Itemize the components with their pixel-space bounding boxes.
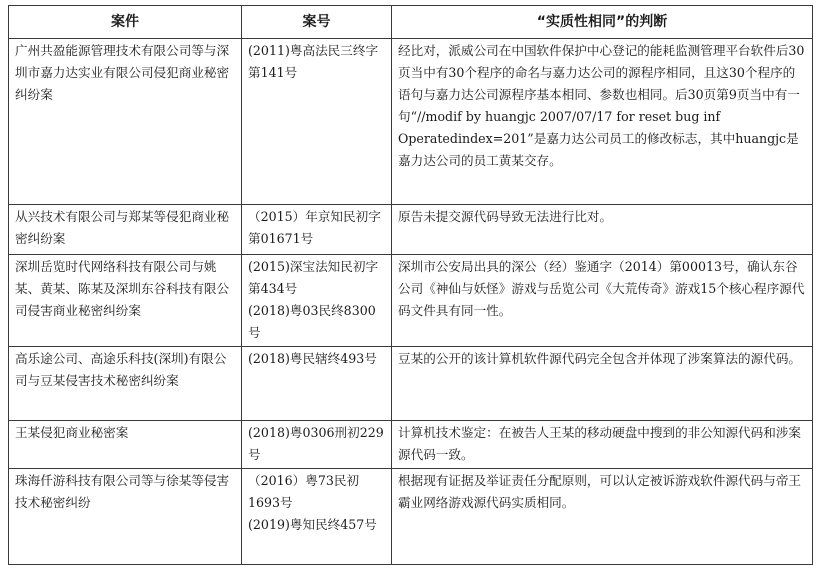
case-number: (2018)粤03民终8300号 (248, 303, 376, 340)
table-row (9, 39, 813, 205)
case-number: (2015)深宝法知民初字第434号 (248, 259, 379, 296)
case-number-cell (242, 421, 392, 469)
case-number-cell (242, 39, 392, 205)
judgment-cell: 计算机技术鉴定：在被告人王某的移动硬盘中搜到的非公知源代码和涉案源代码一致。 (392, 421, 813, 469)
judgment-cell: 经比对，派威公司在中国软件保护中心登记的能耗监测管理平台软件后30页当中有30个程序的命名与嘉力达公司的源程序相同，且这30个程序的语句与嘉力达公司源程序基本相同、参数也相同。后30页第9页当中有一句“//modif by huangjc 2007/07/17 for reset bug inf Operatedindex=201”是嘉力达公司员工的修改标志，其中huangjc是嘉力达公司的员工黄某交存。 (392, 39, 813, 205)
table-row (9, 205, 813, 255)
case-number: (2018)粤民辖终493号 (248, 351, 377, 366)
header-case-number: 案号 (242, 6, 392, 39)
case-number: （2016）粤73民初1693号 (248, 473, 360, 510)
case-number: (2011)粤高法民三终字第141号 (248, 43, 379, 80)
case-name-cell: 广州共盈能源管理技术有限公司等与深圳市嘉力达实业有限公司侵犯商业秘密纠纷案 (9, 39, 242, 205)
case-number-cell (242, 347, 392, 421)
table-row (9, 469, 813, 565)
header-case: 案件 (9, 6, 242, 39)
case-number-cell (242, 205, 392, 255)
header-judgment: “实质性相同”的判断 (392, 6, 813, 39)
case-name-cell: 高乐途公司、高途乐科技(深圳)有限公司与豆某侵害技术秘密纠纷案 (9, 347, 242, 421)
case-name-cell: 深圳岳览时代网络科技有限公司与姚某、黄某、陈某及深圳东谷科技有限公司侵害商业秘密纠纷案 (9, 255, 242, 347)
table-row (9, 347, 813, 421)
case-name-cell: 从兴技术有限公司与郑某等侵犯商业秘密纠纷案 (9, 205, 242, 255)
document-page (8, 5, 813, 565)
case-name-cell: 珠海仟游科技有限公司等与徐某等侵害技术秘密纠纷 (9, 469, 242, 565)
judgment-cell: 深圳市公安局出具的深公（经）鉴通字（2014）第00013号，确认东谷公司《神仙与妖怪》游戏与岳览公司《大荒传奇》游戏15个核心程序源代码文件具有同一性。 (392, 255, 813, 347)
case-number: (2018)粤0306刑初229号 (248, 425, 384, 462)
case-number: (2019)粤知民终457号 (248, 517, 377, 532)
table-row (9, 421, 813, 469)
judgment-cell: 根据现有证据及举证责任分配原则，可以认定被诉游戏软件源代码与帝王霸业网络游戏源代码实质相同。 (392, 469, 813, 565)
judgment-cell: 原告未提交源代码导致无法进行比对。 (392, 205, 813, 255)
case-number-cell (242, 255, 392, 347)
case-number: （2015）年京知民初字第01671号 (248, 209, 381, 246)
case-number-cell (242, 469, 392, 565)
table-header-row (9, 6, 813, 39)
case-comparison-table (8, 5, 813, 565)
judgment-cell: 豆某的公开的该计算机软件源代码完全包含并体现了涉案算法的源代码。 (392, 347, 813, 421)
table-row (9, 255, 813, 347)
case-name-cell: 王某侵犯商业秘密案 (9, 421, 242, 469)
